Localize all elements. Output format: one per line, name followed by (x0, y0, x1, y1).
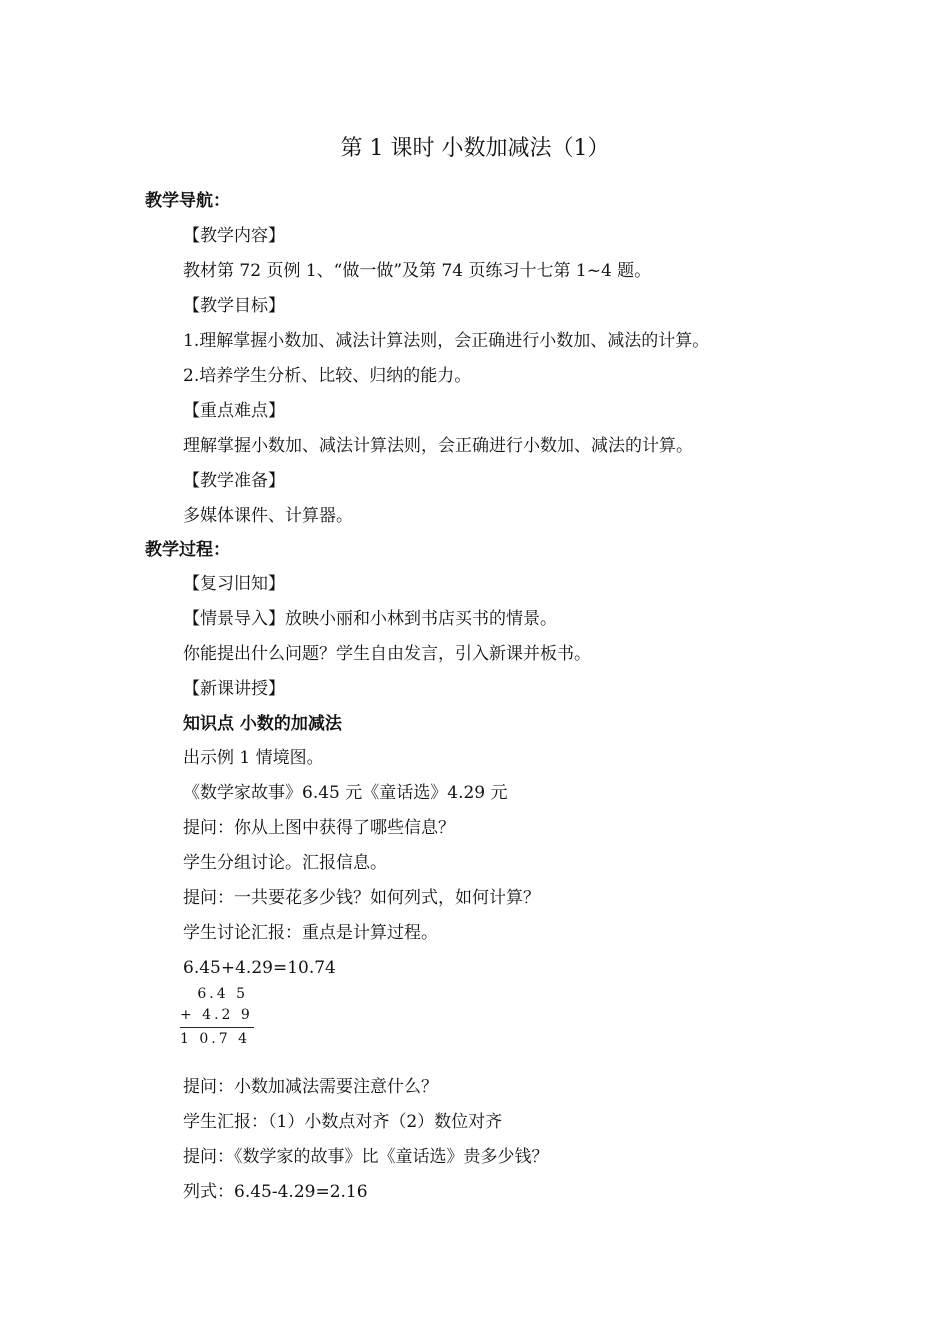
content-text: 教材第 72 页例 1、“做一做”及第 74 页练习十七第 1~4 题。 (183, 261, 652, 281)
key-text: 理解掌握小数加、减法计算法则，会正确进行小数加、减法的计算。 (183, 436, 693, 456)
process-line-2: 《数学家故事》6.45 元《童话选》4.29 元 (183, 783, 508, 803)
goal-2: 2.培养学生分析、比较、归纳的能力。 (183, 366, 472, 386)
equation-subtraction: 列式：6.45-4.29=2.16 (183, 1182, 368, 1202)
new-label: 【新课讲授】 (183, 679, 285, 699)
prep-label: 【教学准备】 (183, 471, 285, 491)
vertical-addition (180, 984, 254, 1050)
process-line-4: 学生分组讨论。汇报信息。 (183, 853, 387, 873)
content-label: 【教学内容】 (183, 226, 285, 246)
vertical-row-1: 6.4 5 (197, 986, 248, 1002)
nav-heading: 教学导航： (145, 191, 230, 211)
process-heading: 教学过程： (145, 540, 230, 560)
page-title: 第 1 课时 小数加减法（1） (340, 136, 610, 161)
process-line-5: 提问：一共要花多少钱？如何列式，如何计算？ (183, 888, 540, 908)
review-label: 【复习旧知】 (183, 574, 285, 594)
goal-1: 1.理解掌握小数加、减法计算法则，会正确进行小数加、减法的计算。 (183, 331, 710, 351)
process-line-1: 出示例 1 情境图。 (183, 748, 324, 768)
process-line-6: 学生讨论汇报：重点是计算过程。 (183, 923, 438, 943)
process-line-9: 学生汇报：（1）小数点对齐（2）数位对齐 (183, 1112, 503, 1132)
process-line-10: 提问：《数学家的故事》比《童话选》贵多少钱？ (183, 1147, 549, 1167)
equation-addition: 6.45+4.29=10.74 (183, 958, 336, 978)
intro-text: 你能提出什么问题？学生自由发言，引入新课并板书。 (183, 644, 591, 664)
vertical-row-3: 1 0.7 4 (180, 1031, 250, 1047)
prep-text: 多媒体课件、计算器。 (183, 506, 353, 526)
vertical-rule (180, 1027, 254, 1028)
vertical-row-2: + 4.2 9 (180, 1007, 253, 1023)
key-label: 【重点难点】 (183, 401, 285, 421)
process-line-8: 提问：小数加减法需要注意什么？ (183, 1077, 438, 1097)
knowledge-heading: 知识点 小数的加减法 (183, 714, 342, 734)
goal-label: 【教学目标】 (183, 296, 285, 316)
process-line-3: 提问：你从上图中获得了哪些信息？ (183, 818, 455, 838)
intro-label: 【情景导入】放映小丽和小林到书店买书的情景。 (183, 609, 557, 629)
